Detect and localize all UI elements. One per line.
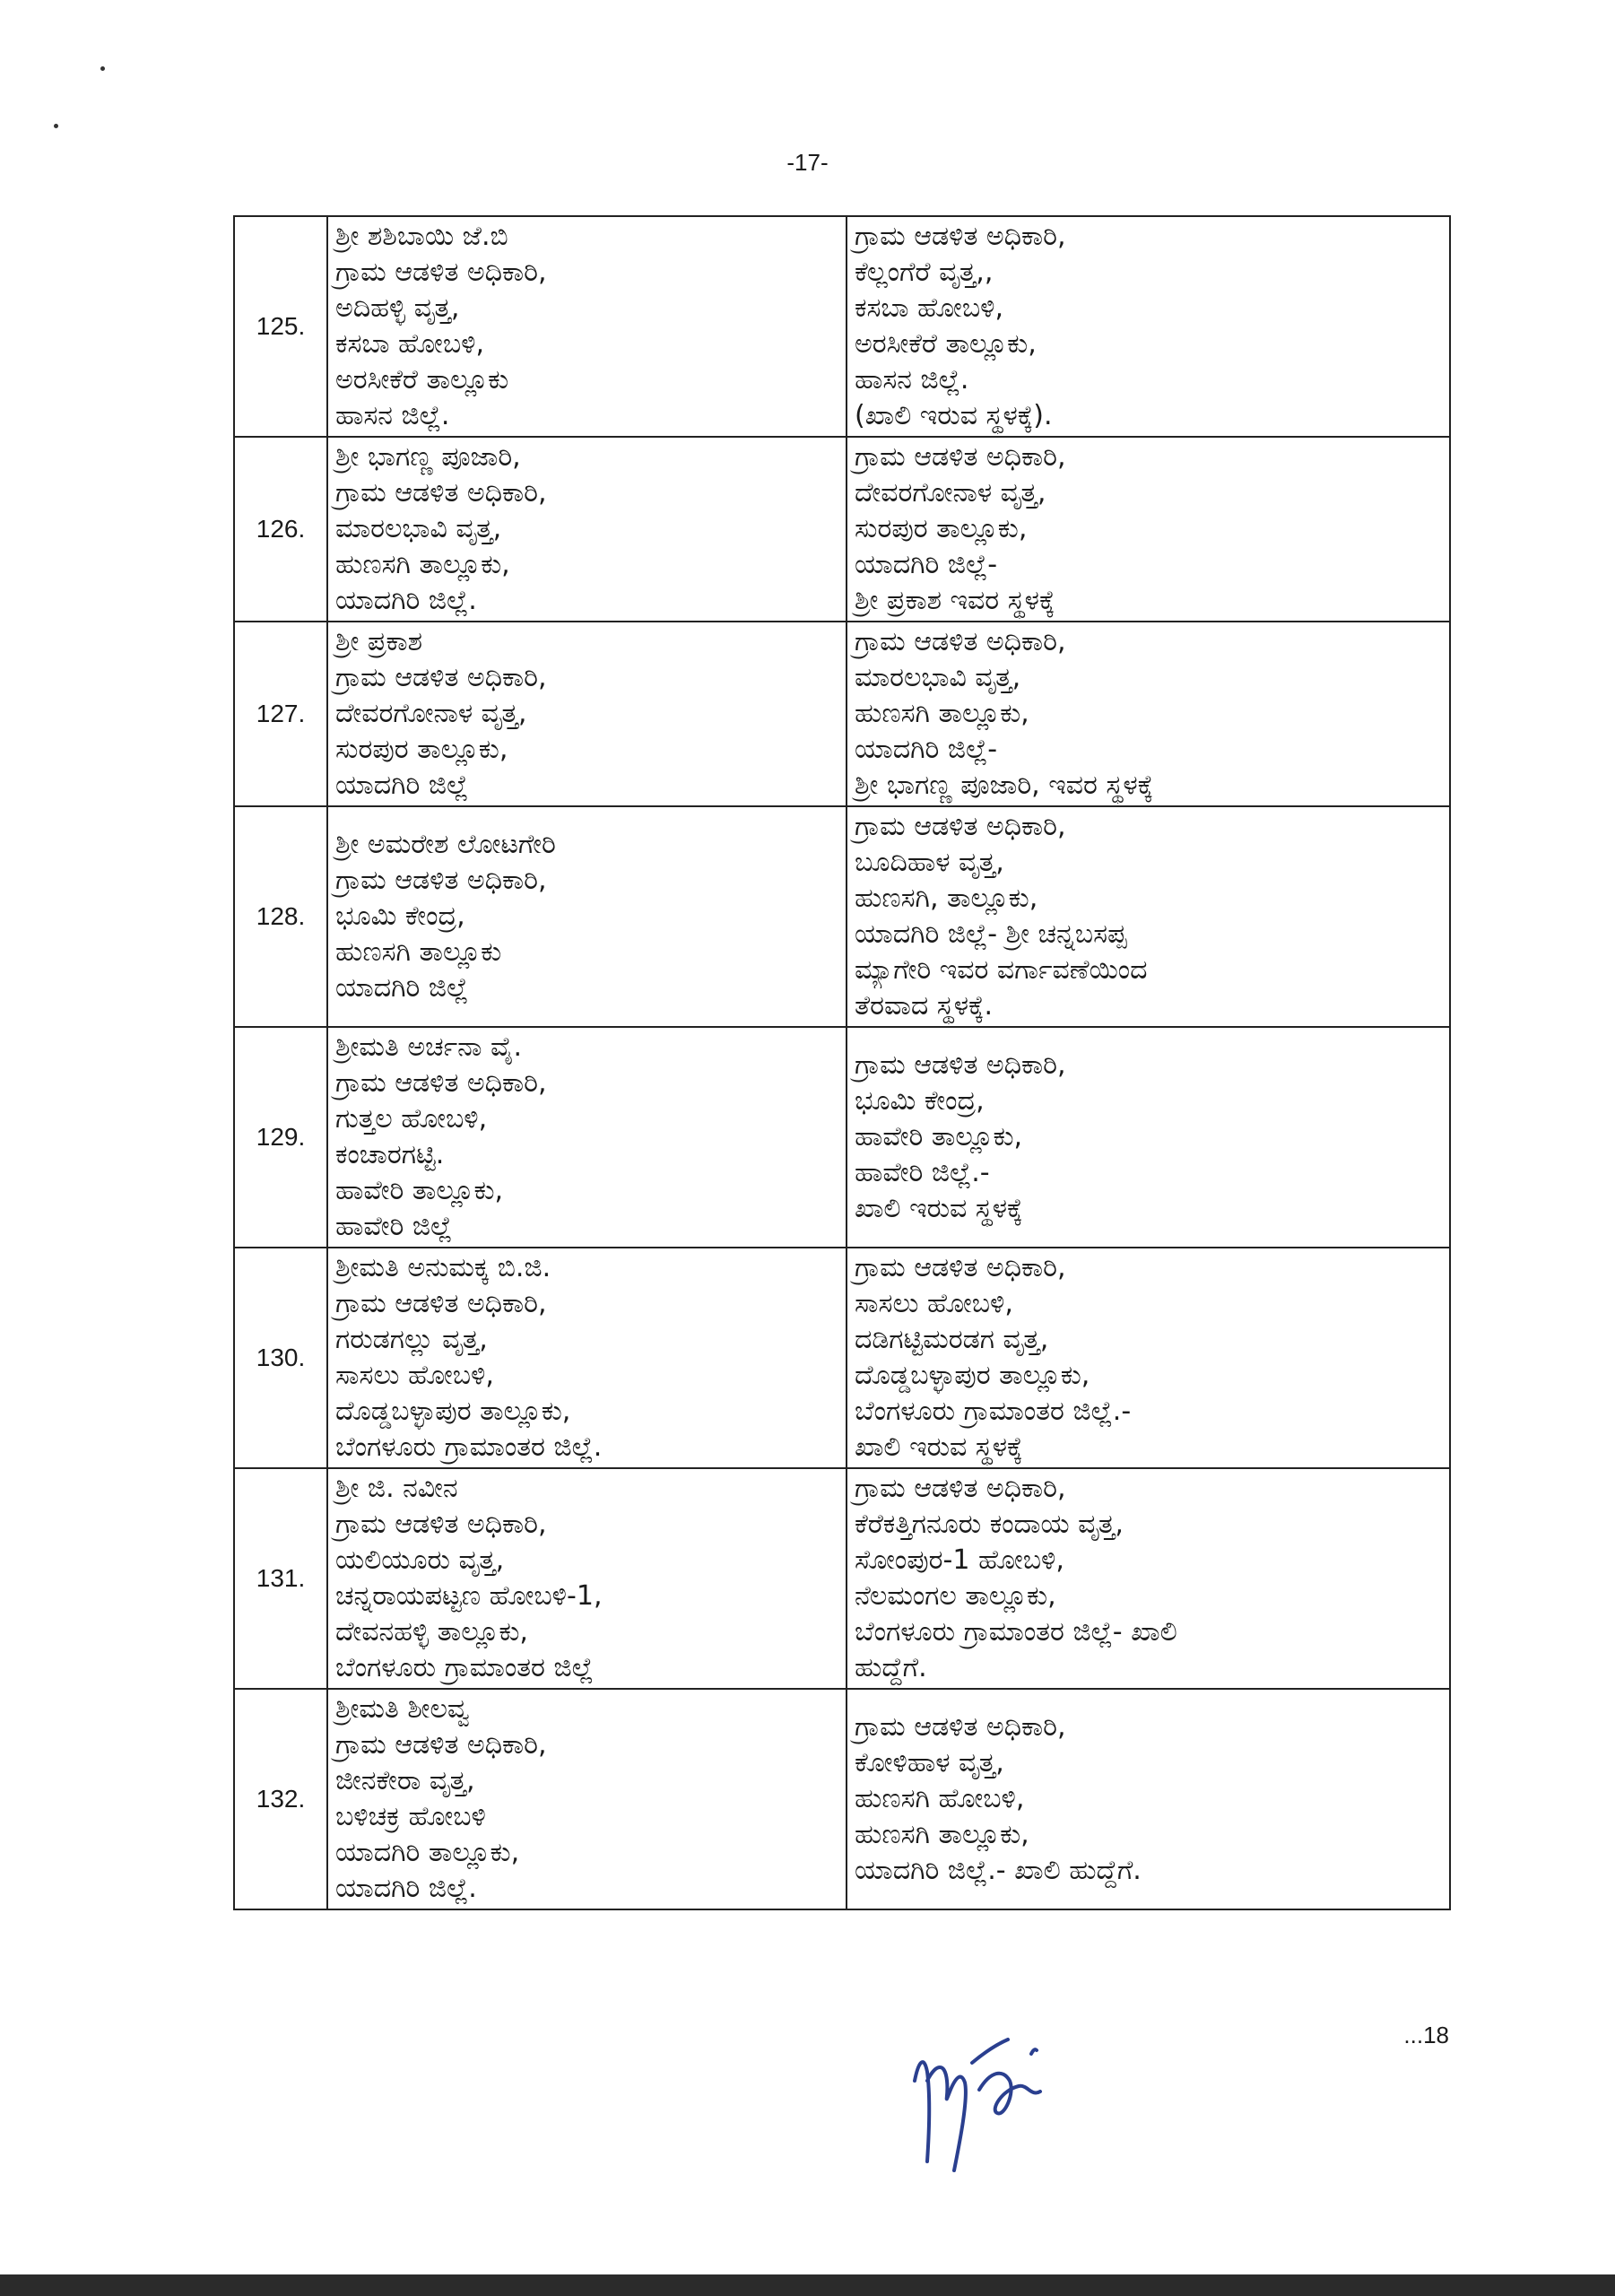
current-posting-line: ಸಾಸಲು ಹೋಬಳಿ, bbox=[335, 1360, 494, 1391]
new-posting-line: ಹುದ್ದೆಗೆ. bbox=[855, 1652, 927, 1683]
transfer-table bbox=[233, 215, 1451, 1910]
current-posting-line: ಶ್ರೀಮತಿ ಅರ್ಚನಾ ವೈ. bbox=[335, 1031, 523, 1063]
current-posting-line: ಹುಣಸಗಿ ತಾಲ್ಲೂಕು, bbox=[335, 549, 510, 580]
current-posting-line: ಗ್ರಾಮ ಆಡಳಿತ ಅಧಿಕಾರಿ, bbox=[335, 1509, 547, 1540]
table-body bbox=[234, 216, 1450, 1909]
new-posting-line: ದಡಿಗಟ್ಟಿಮರಡಗ ವೃತ್ತ, bbox=[855, 1324, 1049, 1355]
current-posting-cell bbox=[327, 437, 847, 622]
current-posting-line: ಹಾವೇರಿ ತಾಲ್ಲೂಕು, bbox=[335, 1175, 504, 1206]
current-posting-line: ಬೆಂಗಳೂರು ಗ್ರಾಮಾಂತರ ಜಿಲ್ಲೆ bbox=[335, 1652, 594, 1683]
new-posting-line: ದೇವರಗೋನಾಳ ವೃತ್ತ, bbox=[855, 477, 1046, 509]
new-posting-line: ಗ್ರಾಮ ಆಡಳಿತ ಅಧಿಕಾರಿ, bbox=[855, 1049, 1066, 1081]
current-posting-line: ಶ್ರೀಮತಿ ಶೀಲವ್ವ bbox=[335, 1693, 470, 1725]
new-posting-line: ಹುಣಸಗಿ, ತಾಲ್ಲೂಕು, bbox=[855, 883, 1038, 914]
serial-number: 128. bbox=[234, 806, 327, 1027]
new-posting-cell bbox=[847, 437, 1450, 622]
new-posting-line: ಗ್ರಾಮ ಆಡಳಿತ ಅಧಿಕಾರಿ, bbox=[855, 1711, 1066, 1743]
current-posting-line: ಕಂಚಾರಗಟ್ಟಿ. bbox=[335, 1139, 445, 1170]
new-posting-line: ಗ್ರಾಮ ಆಡಳಿತ ಅಧಿಕಾರಿ, bbox=[855, 811, 1066, 842]
table-row bbox=[234, 622, 1450, 806]
new-posting-line: ಖಾಲಿ ಇರುವ ಸ್ಥಳಕ್ಕೆ bbox=[855, 1193, 1023, 1224]
new-posting-cell bbox=[847, 1468, 1450, 1689]
new-posting-line: ಬೂದಿಹಾಳ ವೃತ್ತ, bbox=[855, 847, 1004, 878]
current-posting-line: ಯಾದಗಿರಿ ಜಿಲ್ಲೆ. bbox=[335, 585, 477, 616]
new-posting-line: ಮ್ಯಾಗೇರಿ ಇವರ ವರ್ಗಾವಣೆಯಿಂದ bbox=[855, 954, 1148, 986]
current-posting-line: ಶ್ರೀ ಭಾಗಣ್ಣ ಪೂಜಾರಿ, bbox=[335, 441, 521, 473]
current-posting-line: ಗರುಡಗಲ್ಲು ವೃತ್ತ, bbox=[335, 1324, 488, 1355]
current-posting-line: ಶ್ರೀ ಅಮರೇಶ ಲೋಟಗೇರಿ bbox=[335, 829, 556, 860]
new-posting-cell bbox=[847, 1027, 1450, 1248]
current-posting-line: ಸುರಪುರ ತಾಲ್ಲೂಕು, bbox=[335, 734, 508, 765]
current-posting-line: ಜೀನಕೇರಾ ವೃತ್ತ, bbox=[335, 1765, 475, 1796]
current-posting-line: ಗುತ್ತಲ ಹೋಬಳಿ, bbox=[335, 1103, 488, 1135]
serial-number: 126. bbox=[234, 437, 327, 622]
current-posting-line: ಯಲಿಯೂರು ವೃತ್ತ, bbox=[335, 1544, 505, 1576]
current-posting-line: ಬಳಿಚಕ್ರ ಹೋಬಳಿ bbox=[335, 1801, 486, 1832]
new-posting-line: ಹುಣಸಗಿ ಹೋಬಳಿ, bbox=[855, 1783, 1025, 1814]
current-posting-line: ಶ್ರೀ ಪ್ರಕಾಶ bbox=[335, 626, 423, 657]
current-posting-line: ಗ್ರಾಮ ಆಡಳಿತ ಅಧಿಕಾರಿ, bbox=[335, 865, 547, 896]
serial-number: 131. bbox=[234, 1468, 327, 1689]
new-posting-cell bbox=[847, 622, 1450, 806]
current-posting-line: ಗ್ರಾಮ ಆಡಳಿತ ಅಧಿಕಾರಿ, bbox=[335, 1729, 547, 1761]
serial-number: 130. bbox=[234, 1248, 327, 1468]
new-posting-line: ಹುಣಸಗಿ ತಾಲ್ಲೂಕು, bbox=[855, 698, 1029, 729]
new-posting-cell bbox=[847, 806, 1450, 1027]
current-posting-line: ಗ್ರಾಮ ಆಡಳಿತ ಅಧಿಕಾರಿ, bbox=[335, 1067, 547, 1099]
new-posting-line: ಮಾರಲಭಾವಿ ವೃತ್ತ, bbox=[855, 662, 1021, 693]
current-posting-line: ಹಾಸನ ಜಿಲ್ಲೆ. bbox=[335, 400, 450, 431]
new-posting-line: (ಖಾಲಿ ಇರುವ ಸ್ಥಳಕ್ಕೆ). bbox=[855, 400, 1053, 431]
current-posting-line: ಅದಿಹಳ್ಳಿ ವೃತ್ತ, bbox=[335, 292, 460, 324]
new-posting-line: ಶ್ರೀ ಪ್ರಕಾಶ ಇವರ ಸ್ಥಳಕ್ಕೆ bbox=[855, 585, 1055, 616]
current-posting-line: ಹುಣಸಗಿ ತಾಲ್ಲೂಕು bbox=[335, 936, 502, 968]
new-posting-cell bbox=[847, 216, 1450, 437]
new-posting-line: ಯಾದಗಿರಿ ಜಿಲ್ಲೆ- bbox=[855, 549, 998, 580]
new-posting-line: ಗ್ರಾಮ ಆಡಳಿತ ಅಧಿಕಾರಿ, bbox=[855, 441, 1066, 473]
new-posting-line: ಕೆರೆಕತ್ತಿಗನೂರು ಕಂದಾಯ ವೃತ್ತ, bbox=[855, 1509, 1124, 1540]
continuation-marker: ...18 bbox=[1403, 2022, 1449, 2048]
current-posting-line: ಶ್ರೀ ಶಶಿಬಾಯಿ ಜೆ.ಬಿ bbox=[335, 221, 508, 252]
current-posting-cell bbox=[327, 1468, 847, 1689]
current-posting-line: ಗ್ರಾಮ ಆಡಳಿತ ಅಧಿಕಾರಿ, bbox=[335, 662, 547, 693]
current-posting-cell bbox=[327, 806, 847, 1027]
new-posting-line: ಕೆಲ್ಲಂಗೆರೆ ವೃತ್ತ,, bbox=[855, 257, 994, 288]
page-number: -17- bbox=[786, 149, 829, 176]
new-posting-line: ನೆಲಮಂಗಲ ತಾಲ್ಲೂಕು, bbox=[855, 1580, 1056, 1612]
new-posting-line: ಯಾದಗಿರಿ ಜಿಲ್ಲೆ- ಶ್ರೀ ಚನ್ನಬಸಪ್ಪ bbox=[855, 918, 1127, 950]
current-posting-line: ಬೆಂಗಳೂರು ಗ್ರಾಮಾಂತರ ಜಿಲ್ಲೆ. bbox=[335, 1431, 603, 1463]
current-posting-cell bbox=[327, 1027, 847, 1248]
new-posting-cell bbox=[847, 1689, 1450, 1909]
current-posting-line: ಗ್ರಾಮ ಆಡಳಿತ ಅಧಿಕಾರಿ, bbox=[335, 477, 547, 509]
current-posting-line: ಮಾರಲಭಾವಿ ವೃತ್ತ, bbox=[335, 513, 502, 544]
new-posting-line: ಖಾಲಿ ಇರುವ ಸ್ಥಳಕ್ಕೆ bbox=[855, 1431, 1023, 1463]
current-posting-cell bbox=[327, 622, 847, 806]
serial-number: 125. bbox=[234, 216, 327, 437]
new-posting-line: ಯಾದಗಿರಿ ಜಿಲ್ಲೆ.- ಖಾಲಿ ಹುದ್ದೆಗೆ. bbox=[855, 1855, 1142, 1886]
serial-number: 127. bbox=[234, 622, 327, 806]
current-posting-line: ಶ್ರೀ ಜಿ. ನವೀನ bbox=[335, 1473, 458, 1504]
new-posting-line: ಸಾಸಲು ಹೋಬಳಿ, bbox=[855, 1288, 1013, 1319]
current-posting-line: ದೇವನಹಳ್ಳಿ ತಾಲ್ಲೂಕು, bbox=[335, 1616, 528, 1648]
table-row bbox=[234, 1027, 1450, 1248]
table-row bbox=[234, 216, 1450, 437]
new-posting-line: ಕಸಬಾ ಹೋಬಳಿ, bbox=[855, 292, 1004, 324]
current-posting-line: ದೊಡ್ಡಬಳ್ಳಾಪುರ ತಾಲ್ಲೂಕು, bbox=[335, 1396, 571, 1427]
new-posting-line: ಹುಣಸಗಿ ತಾಲ್ಲೂಕು, bbox=[855, 1819, 1029, 1850]
table-row bbox=[234, 437, 1450, 622]
table-row bbox=[234, 1689, 1450, 1909]
current-posting-line: ಕಸಬಾ ಹೋಬಳಿ, bbox=[335, 328, 485, 360]
new-posting-line: ಗ್ರಾಮ ಆಡಳಿತ ಅಧಿಕಾರಿ, bbox=[855, 626, 1066, 657]
new-posting-line: ಯಾದಗಿರಿ ಜಿಲ್ಲೆ- bbox=[855, 734, 998, 765]
table-row bbox=[234, 1248, 1450, 1468]
serial-number: 129. bbox=[234, 1027, 327, 1248]
scan-speck bbox=[54, 124, 58, 128]
new-posting-line: ಗ್ರಾಮ ಆಡಳಿತ ಅಧಿಕಾರಿ, bbox=[855, 221, 1066, 252]
current-posting-line: ಶ್ರೀಮತಿ ಅನುಮಕ್ಕ ಬಿ.ಜಿ. bbox=[335, 1252, 551, 1283]
new-posting-line: ಭೂಮಿ ಕೇಂದ್ರ, bbox=[855, 1085, 985, 1117]
current-posting-cell bbox=[327, 1689, 847, 1909]
current-posting-line: ಅರಸೀಕೆರೆ ತಾಲ್ಲೂಕು bbox=[335, 364, 509, 396]
new-posting-line: ಹಾವೇರಿ ಜಿಲ್ಲೆ.- bbox=[855, 1157, 990, 1188]
new-posting-line: ಹಾಸನ ಜಿಲ್ಲೆ. bbox=[855, 364, 969, 396]
table-row bbox=[234, 1468, 1450, 1689]
current-posting-cell bbox=[327, 1248, 847, 1468]
current-posting-line: ಯಾದಗಿರಿ ತಾಲ್ಲೂಕು, bbox=[335, 1837, 520, 1868]
current-posting-line: ಯಾದಗಿರಿ ಜಿಲ್ಲೆ bbox=[335, 770, 469, 801]
signature-icon bbox=[897, 2027, 1103, 2179]
new-posting-line: ದೊಡ್ಡಬಳ್ಳಾಪುರ ತಾಲ್ಲೂಕು, bbox=[855, 1360, 1090, 1391]
current-posting-line: ಭೂಮಿ ಕೇಂದ್ರ, bbox=[335, 900, 465, 932]
current-posting-line: ಗ್ರಾಮ ಆಡಳಿತ ಅಧಿಕಾರಿ, bbox=[335, 1288, 547, 1319]
current-posting-line: ಗ್ರಾಮ ಆಡಳಿತ ಅಧಿಕಾರಿ, bbox=[335, 257, 547, 288]
new-posting-line: ಅರಸೀಕೆರೆ ತಾಲ್ಲೂಕು, bbox=[855, 328, 1037, 360]
scan-edge-bar bbox=[0, 2274, 1615, 2296]
new-posting-line: ಶ್ರೀ ಭಾಗಣ್ಣ ಪೂಜಾರಿ, ಇವರ ಸ್ಥಳಕ್ಕೆ bbox=[855, 770, 1154, 801]
new-posting-line: ಬೆಂಗಳೂರು ಗ್ರಾಮಾಂತರ ಜಿಲ್ಲೆ.- bbox=[855, 1396, 1132, 1427]
new-posting-line: ಸೋಂಪುರ-1 ಹೋಬಳಿ, bbox=[855, 1544, 1064, 1576]
current-posting-line: ಹಾವೇರಿ ಜಿಲ್ಲೆ bbox=[335, 1211, 453, 1242]
new-posting-line: ಸುರಪುರ ತಾಲ್ಲೂಕು, bbox=[855, 513, 1028, 544]
table-row bbox=[234, 806, 1450, 1027]
new-posting-cell bbox=[847, 1248, 1450, 1468]
current-posting-line: ಯಾದಗಿರಿ ಜಿಲ್ಲೆ bbox=[335, 972, 469, 1004]
new-posting-line: ತೆರವಾದ ಸ್ಥಳಕ್ಕೆ. bbox=[855, 990, 994, 1022]
new-posting-line: ಗ್ರಾಮ ಆಡಳಿತ ಅಧಿಕಾರಿ, bbox=[855, 1252, 1066, 1283]
new-posting-line: ಬೆಂಗಳೂರು ಗ್ರಾಮಾಂತರ ಜಿಲ್ಲೆ- ಖಾಲಿ bbox=[855, 1616, 1177, 1648]
current-posting-cell bbox=[327, 216, 847, 437]
new-posting-line: ಕೋಳಿಹಾಳ ವೃತ್ತ, bbox=[855, 1747, 1004, 1779]
serial-number: 132. bbox=[234, 1689, 327, 1909]
current-posting-line: ದೇವರಗೋನಾಳ ವೃತ್ತ, bbox=[335, 698, 527, 729]
scan-speck bbox=[100, 66, 105, 71]
new-posting-line: ಗ್ರಾಮ ಆಡಳಿತ ಅಧಿಕಾರಿ, bbox=[855, 1473, 1066, 1504]
current-posting-line: ಚನ್ನರಾಯಪಟ್ಟಣ ಹೋಬಳಿ-1, bbox=[335, 1580, 603, 1612]
current-posting-line: ಯಾದಗಿರಿ ಜಿಲ್ಲೆ. bbox=[335, 1873, 477, 1904]
new-posting-line: ಹಾವೇರಿ ತಾಲ್ಲೂಕು, bbox=[855, 1121, 1023, 1152]
